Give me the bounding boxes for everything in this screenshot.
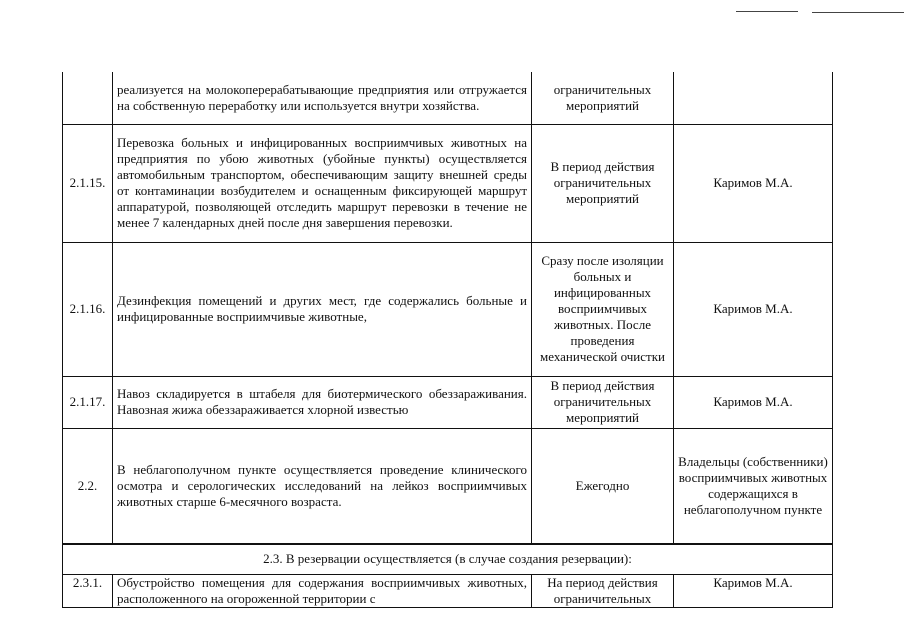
table-row [63,72,833,124]
period-cell: Сразу после изоляции больных и инфицированных восприимчивых животных. После проведения механической очистки [532,242,674,376]
measure-text: В неблагополучном пункте осуществляется проведение клинического осмотра и серологических исследований на лейкоз восприимчивых животных старше 6-месячного возраста. [113,428,532,544]
row-number: 2.1.17. [63,376,113,428]
table-row [63,242,833,376]
measure-text: Навоз складируется в штабеля для биотермического обеззараживания. Навозная жижа обеззараживается хлорной известью [113,376,532,428]
period-cell: ограничительных мероприятий [532,72,674,124]
measure-text: реализуется на молокоперерабатывающие предприятия или отгружается на собственную переработку или используется внутри хозяйства. [113,72,532,124]
responsible-cell: Каримов М.А. [674,124,833,242]
header-rule-right [812,12,904,13]
responsible-cell: Каримов М.А. [674,242,833,376]
header-rule-left [736,11,798,12]
measure-text: Дезинфекция помещений и других мест, где содержались больные и инфицированные восприимчивые животные, [113,242,532,376]
responsible-cell: Каримов М.А. [674,574,833,607]
row-number: 2.1.15. [63,124,113,242]
section-header-row [63,544,833,574]
table-row [63,574,833,607]
period-cell: В период действия ограничительных мероприятий [532,124,674,242]
responsible-cell: Владельцы (собственники) восприимчивых животных содержащихся в неблагополучном пункте [674,428,833,544]
table-row [63,428,833,544]
row-number: 2.3.1. [63,574,113,607]
row-number [63,72,113,124]
period-cell: На период действия ограничительных [532,574,674,607]
table-row [63,376,833,428]
measure-text: Обустройство помещения для содержания восприимчивых животных, расположенного на огороженной территории с [113,574,532,607]
measure-text: Перевозка больных и инфицированных восприимчивых животных на предприятия по убою животных (убойные пункты) осуществляется автомобильным транспортом, обеспечивающим защиту внешней среды от контаминации возбудителем и оснащенным фиксирующей маршрут аппаратурой, позволяющей отследить маршрут перевозки в течение не менее 7 календарных дней после дня завершения перевозки. [113,124,532,242]
table-row [63,124,833,242]
row-number: 2.1.16. [63,242,113,376]
responsible-cell: Каримов М.А. [674,376,833,428]
responsible-cell [674,72,833,124]
period-cell: В период действия ограничительных мероприятий [532,376,674,428]
measures-table [62,72,833,608]
row-number: 2.2. [63,428,113,544]
period-cell: Ежегодно [532,428,674,544]
section-title: 2.3. В резервации осуществляется (в случае создания резервации): [63,544,833,574]
